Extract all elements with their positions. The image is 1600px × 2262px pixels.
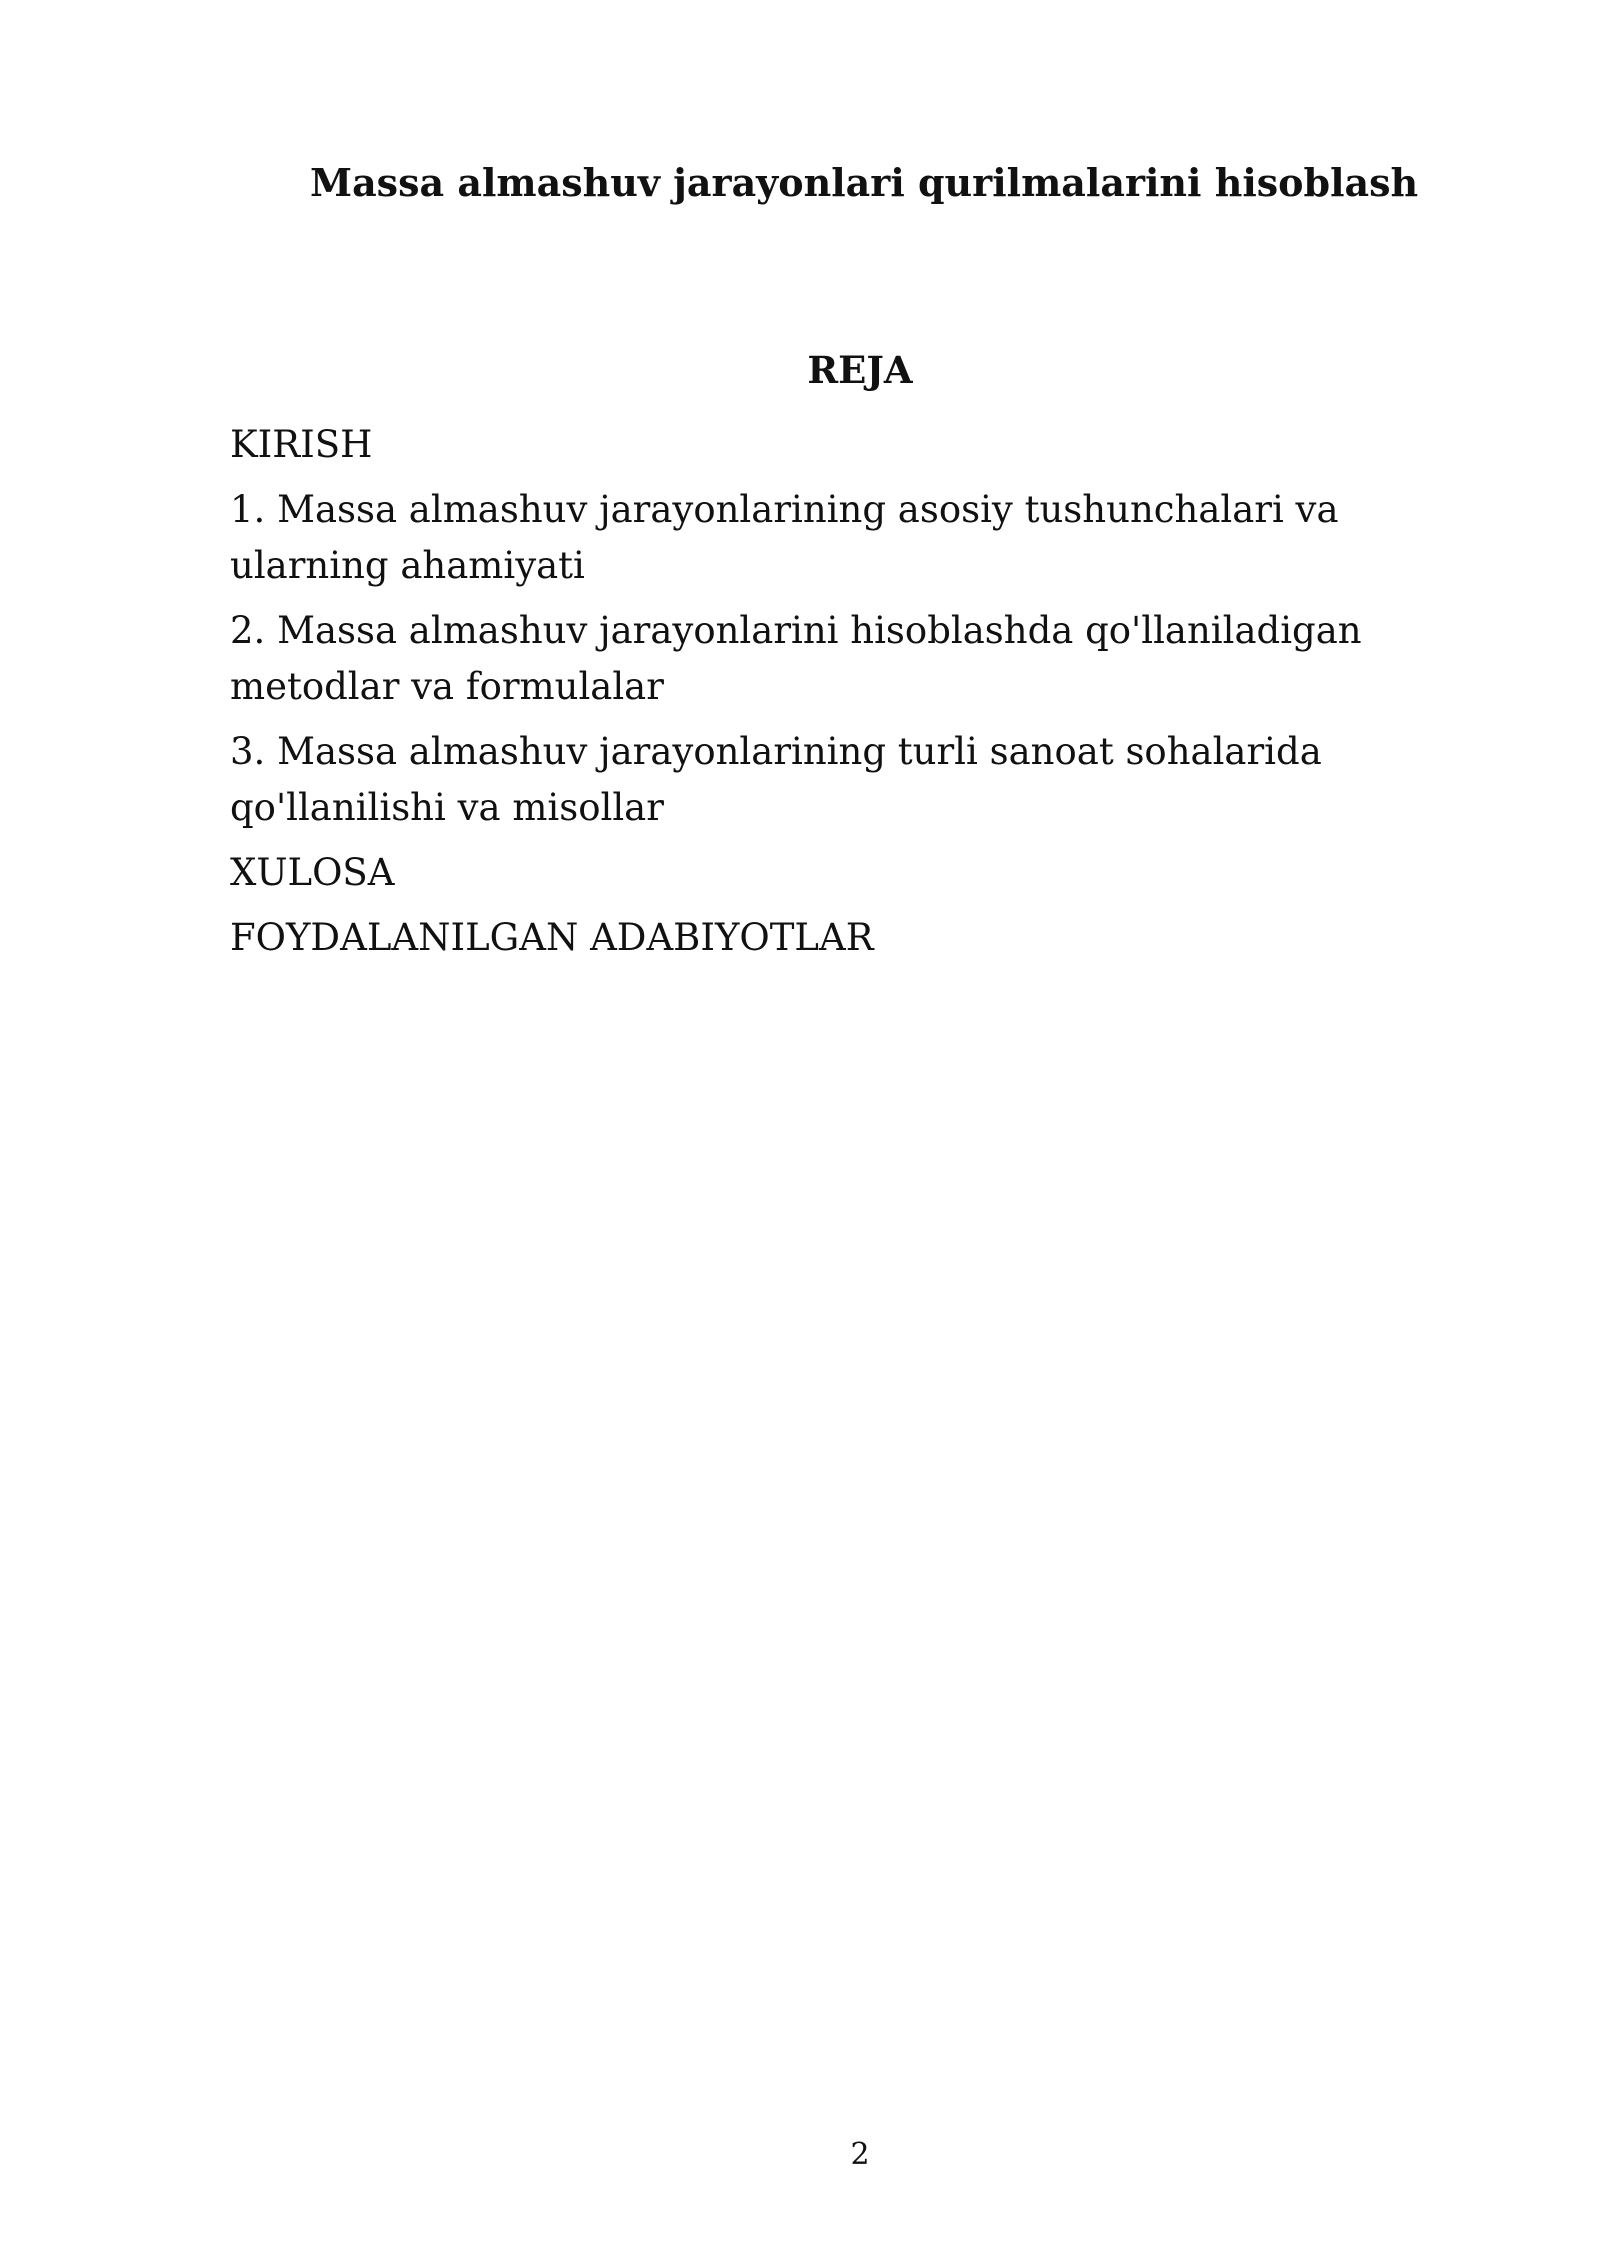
plan-item-intro: KIRISH: [230, 423, 373, 466]
plan-heading: REJA: [807, 348, 913, 392]
plan-item-conclusion: XULOSA: [230, 851, 395, 894]
page-number: 2: [850, 2137, 870, 2172]
plan-item-references: FOYDALANILGAN ADABIYOTLAR: [230, 916, 874, 959]
plan-item-1: 1. Massa almashuv jarayonlarining asosiy tushunchalari va ularning ahamiyati: [230, 488, 1339, 587]
plan-list: [230, 417, 1430, 975]
plan-item-2: 2. Massa almashuv jarayonlarini hisoblashda qo'llaniladigan metodlar va formulalar: [230, 609, 1362, 708]
plan-item-3: 3. Massa almashuv jarayonlarining turli sanoat sohalarida qo'llanilishi va misollar: [230, 730, 1322, 829]
document-title: Massa almashuv jarayonlari qurilmalarini hisoblash: [310, 160, 1419, 205]
